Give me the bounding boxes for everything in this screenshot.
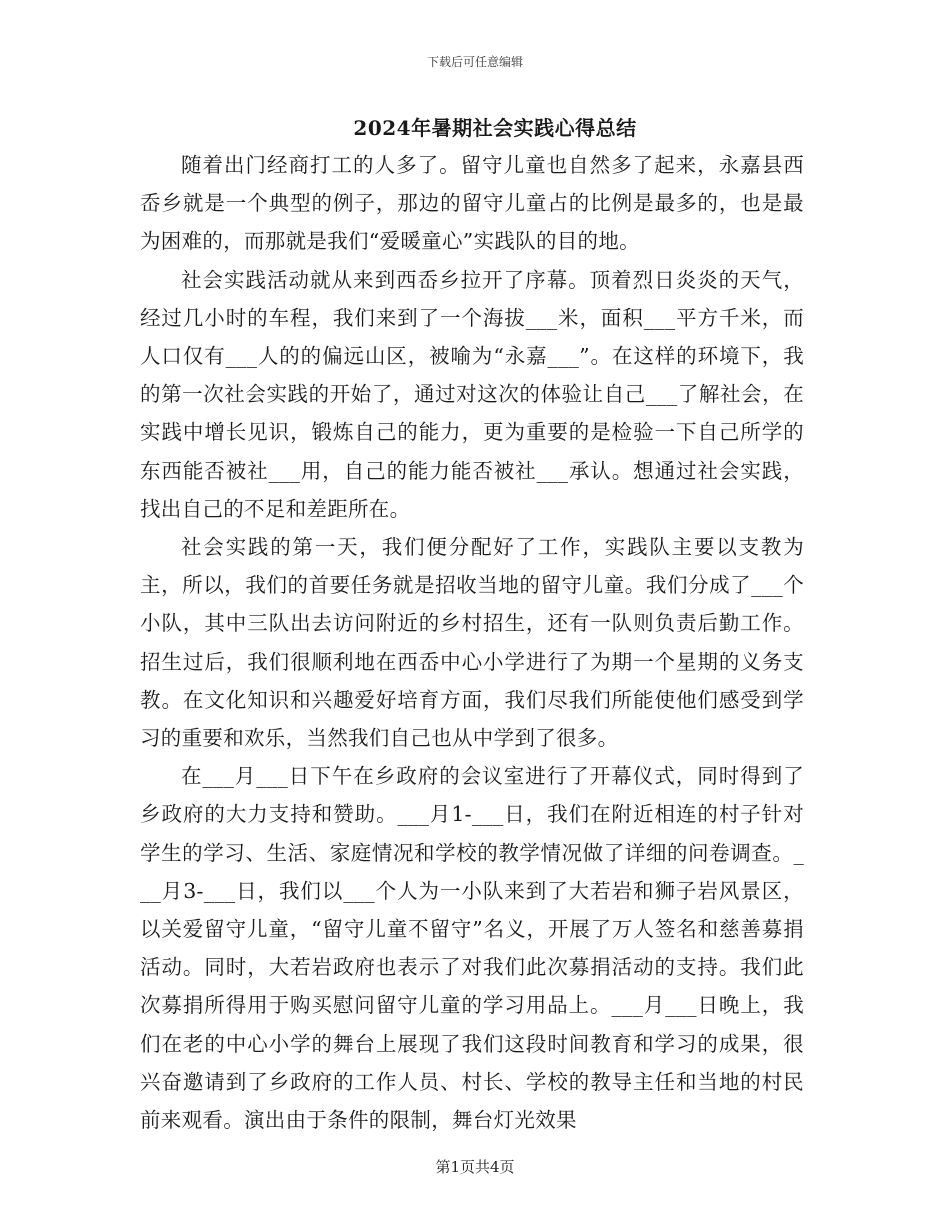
paragraph: 在___月___日下午在乡政府的会议室进行了开幕仪式，同时得到了乡政府的大力支持和赞助。___月1-___日，我们在附近相连的村子针对学生的学习、生活、家庭情况和学校的教学情况做了详细的问卷调查。___月3-___日，我们以___个人为一小队来到了大若岩和狮子岩风景区，以关爱留守儿童，“留守儿童不留守”名义，开展了万人签名和慈善募捐活动。同时，大若岩政府也表示了对我们此次募捐活动的支持。我们此次募捐所得用于购买慰问留守儿童的学习用品上。___月___日晚上，我们在老的中心小学的舞台上展现了我们这段时间教育和学习的成果，很兴奋邀请到了乡政府的工作人员、村长、学校的教导主任和当地的村民前来观看。演出由于条件的限制，舞台灯光效果 [140,764,804,1133]
document-title: 2024年暑期社会实践心得总结 [353,116,637,140]
paragraph: 社会实践的第一天，我们便分配好了工作，实践队主要以支教为主，所以，我们的首要任务就是招收当地的留守儿童。我们分成了___个小队，其中三队出去访问附近的乡村招生，还有一队则负责后勤工作。招生过后，我们很顺利地在西岙中心小学进行了为期一个星期的义务支教。在文化知识和兴趣爱好培育方面，我们尽我们所能使他们感受到学习的重要和欢乐，当然我们自己也从中学到了很多。 [140,535,804,751]
header-note: 下载后可任意编辑 [426,55,523,69]
document-body [140,146,804,1139]
page-footer: 第1页共4页 [435,1158,515,1176]
paragraph: 社会实践活动就从来到西岙乡拉开了序幕。顶着烈日炎炎的天气，经过几小时的车程，我们来到了一个海拔___米，面积___平方千米，而人口仅有___人的的偏远山区，被喻为“永嘉___”。在这样的环境下，我的第一次社会实践的开始了，通过对这次的体验让自己___了解社会，在实践中增长见识，锻炼自己的能力，更为重要的是检验一下自己所学的东西能否被社___用，自己的能力能否被社___承认。想通过社会实践，找出自己的不足和差距所在。 [140,267,804,521]
paragraph: 随着出门经商打工的人多了。留守儿童也自然多了起来，永嘉县西岙乡就是一个典型的例子，那边的留守儿童占的比例是最多的，也是最为困难的，而那就是我们“爱暖童心”实践队的目的地。 [140,153,804,254]
